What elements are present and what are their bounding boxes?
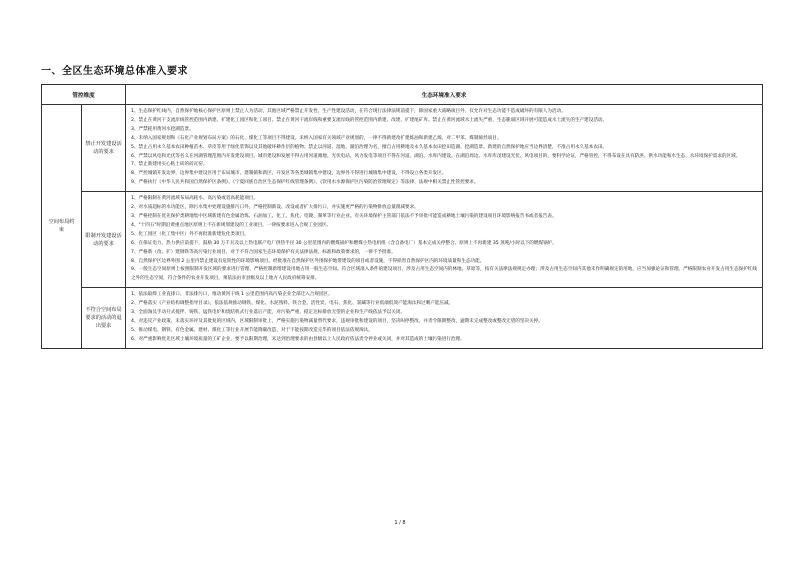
header-requirements: 生态环境准入要求: [126, 85, 763, 105]
table-row: [42, 288, 763, 348]
requirement-item: 1、依法取缔工业直排口、非法排污口，推动黄河干线 1 公里范围内高污染企业全部迁入合规园区。: [131, 292, 333, 298]
category-cell: 空间布局约束: [42, 105, 82, 349]
subcategory-cell: 不符合空间布局要求的活动的退出要求: [82, 288, 126, 348]
requirements-table: [41, 84, 763, 349]
requirement-item: 7、禁止新建用实心粘土砖的砖瓦窑。: [131, 162, 208, 168]
requirement-item: 2、严格落实《产业结构调整指导目录》，依法依规推动钢铁、煤化、水泥熟料、铁合金、活性炭、电石、焦化、氯碱等行业低端低效产能淘汰和过剩产能压减。: [131, 301, 454, 307]
requirements-cell: [126, 288, 763, 348]
requirement-item: 1、严格限制在黄河流域布局高耗水、高污染或者高耗能项目。: [131, 196, 258, 202]
requirement-item: 3、严禁耗用黄河水挖湖造景。: [131, 126, 194, 132]
requirement-item: 3、严格控制在优先保护类耕地集中区域新建有色金属冶炼、石油加工、化工、焦化、电镀、制革等行业企业。有关环境保护主管部门依法不予审批可能造成耕地土壤污染的建设项目环境影响报告书或者报告表。: [131, 213, 557, 219]
requirement-item: 7、严格新（改、扩）建钢铁等高污染行业项目，对于不符合国家生态环境保护有关法律法规、标准和政策要求的，一律不予批准。: [131, 249, 396, 255]
requirement-item: 4、未纳入国家规划和《石化产业规划布局方案》的石化、煤化工等项目不得建设。未纳入国家有关领域产业规划的，一律不得新建改扩建炼油和新建乙烯、对二甲苯、煤制烯烃项目。: [131, 135, 502, 141]
header-dimension: 管控维度: [42, 85, 126, 105]
requirement-item: 6、对严重影响优先区域土壤环境质量的工矿企业，要予以限期治理，未达到治理要求的由县级以上人民政府依法责令停业或关闭，并对其造成的土壤污染进行治理。: [131, 336, 465, 342]
requirement-item: 6、在保证电力、热力供应前提下，鼓励 30 万千瓦及以上热电联产电厂供热半径 30 公里范围内的燃煤锅炉和燃煤小热电机组（含自备电厂）基本完成关停整合。原则上不再新建 35 蒸吨/小时以下的燃煤锅炉。: [131, 240, 557, 246]
requirements-cell: [126, 192, 763, 288]
requirement-item: 5、推动煤电、钢铁、有色金属、建材、煤化工等行业开展节能降碳改造，对于不能按期改造完毕的项目依法依规淘汰。: [131, 327, 373, 333]
requirement-item: 8、自然保护区边界外围 2 公里内禁止建设有危险性的环境影响项目。经批准在自然保护区外围保护地带建设的项目或者设施，不得损害自然保护区内的环境质量和生态功能。: [131, 258, 485, 264]
requirement-item: 6、严禁以风电和光伏等名义在河湖管理范围内开发建设项目。城市建设和发展不得占用河道滩地。光伏电站、风力发电等项目不得在河道、湖泊、水库内建设。在湖泊周边、水库库汊建设光伏、风电项目的，要科学论证，严格管控，不得布设在具有防洪、供水功能和水生态、水环境保护需求的区域。: [131, 153, 741, 159]
requirement-item: 5、禁止占用永久基本农田种植苗木、草皮等用于绿化装饰以及其他破坏耕作层的植物；禁止以河道、湿地、湖泊治理为名，擅自占用耕地及永久基本农田挖田造湖、挖湖造景。新建的自然保护地应当边界清楚，不准占用永久基本农田。: [131, 144, 608, 150]
table-row: [42, 105, 763, 192]
requirement-item: 4、"十四五"时期沿黄重点地区原则上不在新规划建设的工业项目，一律按要求进入合规工业园区。: [131, 222, 332, 228]
requirement-item: 3、全面淘汰手动开式搅拌、铸铁、锰铁电炉和烧结机式行业落后产能，对污染严重、稳定达标排放无望的企业和生产线依法予以关闭。: [131, 310, 405, 316]
page-number: 1 / 8: [394, 520, 406, 526]
requirement-item: 8、严控城镇开发边界，边界集中建设区用于布局城市、建制镇和新区、开发区等各类城镇集中建设，边界外不得进行城镇集中建设，不得设立各类开发区。: [131, 171, 447, 177]
requirement-item: 9、严格执行《中华人民共和国自然保护区条例》、《宁夏回族自治区生态保护红线管理条例》、《饮用水水源保护区污染防治管理规定》等法律、法规中相关禁止性管控要求。: [131, 180, 479, 186]
table-header-row: [42, 85, 763, 105]
subcategory-cell: 禁止开发建设活动的要求: [82, 105, 126, 192]
requirement-item: 2、禁止在黄河干支流岸线管控范围内新建、扩建化工园区和化工项目。禁止在黄河干流岸线和重要支流岸线的管控范围内新建、改建、扩建尾矿库。禁止在黄河流域水土流失严重、生态脆弱区域开展可能造成水土流失的生产建设活动。: [131, 117, 608, 123]
requirement-item: 9、一般生态空间原则上按照限制开发区域的要求进行管理，严格控制新增建设用地占用一般生态空间。符合区域准入条件的建设项目，涉及占用生态空间内的林地、草原等，按有关法律法规规定办理；涉及占用生态空间内其他未作明确规定的用地，应当加强论证和管理。严格限制农业开发占用生态保护红线之外的生态空间，符合条件的农业开发项目，须依法由市县级及以上地方人民政府统筹安排。: [131, 267, 757, 282]
subcategory-cell: 限制开发建设活动的要求: [82, 192, 126, 288]
requirement-item: 5、化工园区（化工集中区）外不再批准新建危化类项目。: [131, 231, 249, 237]
requirements-cell: [126, 105, 763, 192]
requirement-item: 4、对违反产业政策、未落实环评及其批复的区域内，区域限制审批上，严格实施污染物减量替代要求，违规审批和建设的项目，坚决叫停整改，并责令限期整改，逾期未完成整改或整改无望的坚决关停。: [131, 318, 543, 324]
section-heading: 一、全区生态环境总体准入要求: [41, 66, 188, 77]
requirement-item: 2、对水质超标的水功能区，除污水集中处理设施排污口外，严格控制新设、改设或者扩大排污口，并实施更严格的污染物排放总量削减要求。: [131, 205, 419, 211]
requirement-item: 1、生态保护红线内，自然保护地核心保护区原则上禁止人为活动，其他区域严格禁止开发性、生产性建设活动，在符合现行法律法规前提下，除国家重大战略项目外，仅允许对生态功能不造成破坏的有限人为活动。: [131, 109, 566, 114]
table-row: [42, 192, 763, 288]
